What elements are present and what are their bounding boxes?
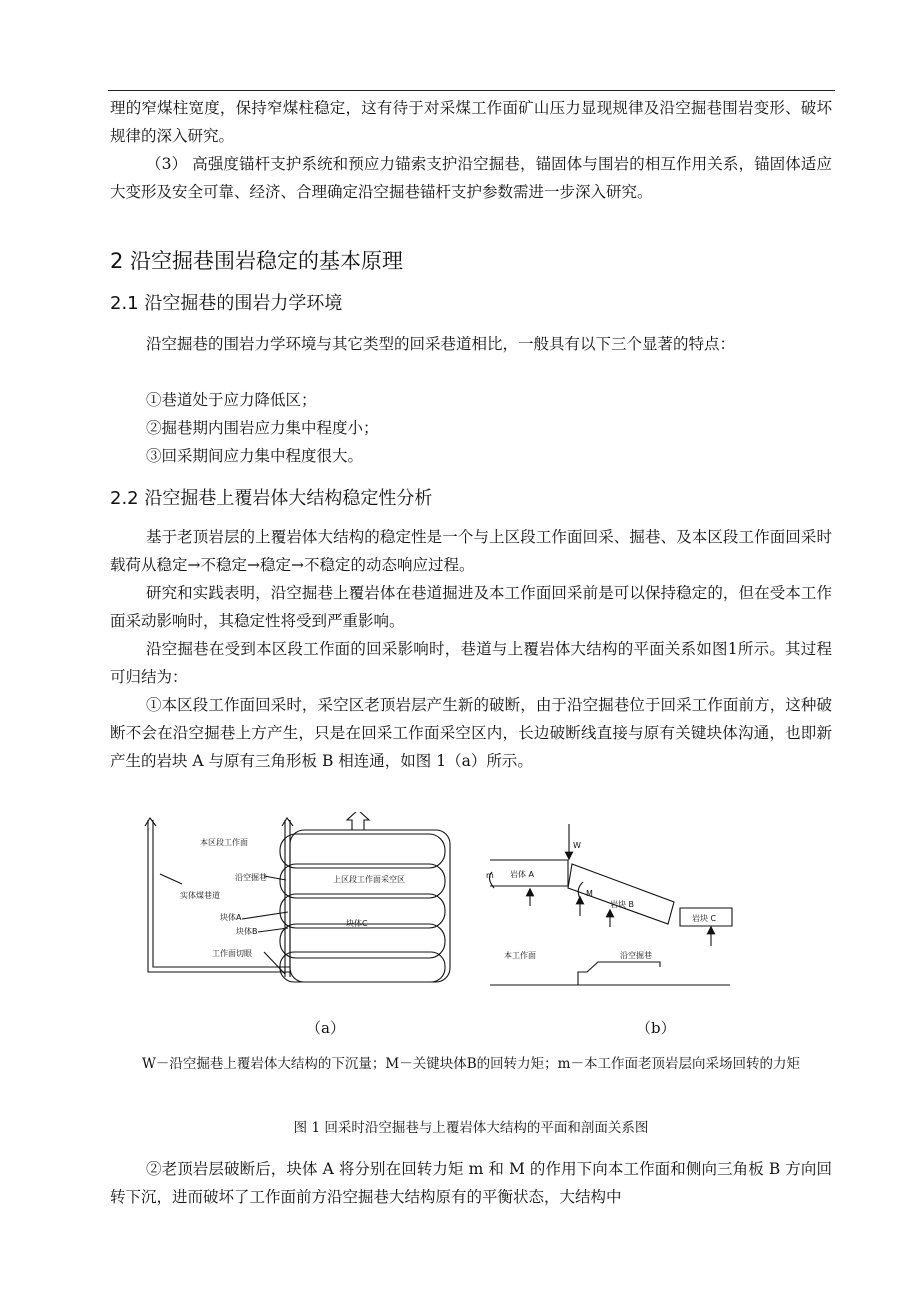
label-block-a: 块体A [220,913,242,922]
paragraph-3: 沿空掘巷的围岩力学环境与其它类型的回采巷道相比，一般具有以下三个显著的特点： [146,335,736,353]
subsection-heading-2-1: 2.1 沿空掘巷的围岩力学环境 [110,293,343,314]
label-w: W [573,841,581,850]
label-rock-b: 岩块 B [610,900,635,909]
label-m-big: M [586,889,593,898]
label-cut: 工作面切眼 [212,949,252,958]
paragraph-2: （3） 高强度锚杆支护系统和预应力锚索支护沿空掘巷，锚固体与围岩的相互作用关系，锚固体适应大变形及安全可靠、经济、合理确定沿空掘巷锚杆支护参数需进一步深入研究。 [110,155,832,201]
section-heading-2: 2 沿空掘巷围岩稳定的基本原理 [110,249,404,273]
label-rock-a: 岩体 A [510,870,535,879]
upper-gob-outline [290,830,450,982]
header-rule [108,90,835,91]
label-this-work-face: 本工作面 [504,951,536,960]
paragraph-7: ①本区段工作面回采时，采空区老顶岩层产生新的破断，由于沿空掘巷位于回采工作面前方，这种破断不会在沿空掘巷上方产生，只是在回采工作面采空区内，长边破断线直接与原有关键块体沟通，也即新产生的岩块 A 与原有三角形板 B 相连通，如图 1（a）所示。 [110,696,832,770]
subfigure-label-b: （b） [636,1019,676,1037]
block-strip-1 [280,834,445,868]
rock-b-shape [568,864,674,924]
paragraph-8: ②老顶岩层破断后，块体 A 将分别在回转力矩 m 和 M 的作用下向本工作面和侧向三角板 B 方向回转下沉，进而破坏了工作面前方沿空掘巷大结构原有的平衡状态，大结构中 [110,1160,832,1206]
block-strip-5 [280,952,445,982]
label-gob-road: 沿空掘巷 [235,873,267,882]
figure-caption: 图 1 回采时沿空掘巷与上覆岩体大结构的平面和剖面关系图 [293,1120,649,1136]
paragraph-6: 沿空掘巷在受到本区段工作面的回采影响时，巷道与上覆岩体大结构的平面关系如图1所示。其过程可归结为： [110,640,832,686]
label-m-small: m [486,871,494,880]
list-item-1: ①巷道处于应力降低区； [146,391,317,409]
label-block-c: 块体C [346,919,368,928]
label-block-b: 块体B [236,927,258,936]
solid-coal-road-arrow [145,818,156,826]
block-strip-4 [280,924,445,958]
label-work-face: 本区段工作面 [200,838,248,847]
paragraph-5: 研究和实践表明，沿空掘巷上覆岩体在巷道掘进及本工作面回采前是可以保持稳定的，但在受本工作面采动影响时，其稳定性将受到严重影响。 [110,584,832,630]
gob-road-profile [578,962,660,985]
label-upper-gob: 上区段工作面采空区 [333,875,405,884]
paragraph-1: 理的窄煤柱宽度，保持窄煤柱稳定，这有待于对采煤工作面矿山压力显现规律及沿空掘巷围岩变形、破坏规律的深入研究。 [110,99,832,145]
subfigure-label-a: （a） [306,1019,345,1037]
list-item-2: ②掘巷期内围岩应力集中程度小； [146,419,379,437]
label-rock-c: 岩块 C [692,914,717,923]
label-solid-road: 实体煤巷道 [180,891,220,900]
gob-road-arrow [282,818,293,826]
advance-arrow-icon [347,812,369,830]
figure-legend: W－沿空掘巷上覆岩体大结构的下沉量；M－关键块体B的回转力矩；m－本工作面老顶岩层向采场回转的力矩 [142,1056,800,1072]
figure-1-diagram [140,812,760,1007]
subsection-heading-2-2: 2.2 沿空掘巷上覆岩体大结构稳定性分析 [110,488,433,509]
paragraph-4: 基于老顶岩层的上覆岩体大结构的稳定性是一个与上区段工作面回采、掘巷、及本区段工作面回采时载荷从稳定→不稳定→稳定→不稳定的动态响应过程。 [110,528,832,574]
list-item-3: ③回采期间应力集中程度很大。 [146,447,364,465]
label-b-gob-road: 沿空掘巷 [620,951,652,960]
